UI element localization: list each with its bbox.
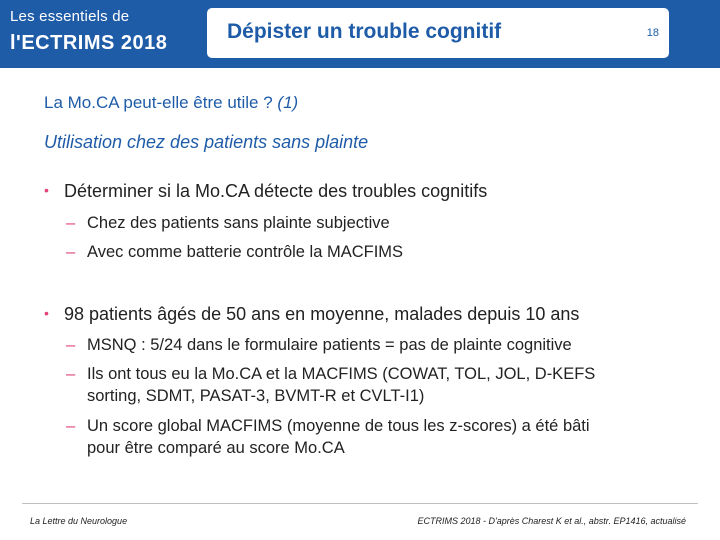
sub-item [66, 241, 706, 263]
heading-number: (1) [277, 93, 299, 112]
sub-item [66, 212, 706, 234]
sub-dash: – [66, 365, 76, 383]
slide-heading [44, 93, 298, 113]
bullet-text: Déterminer si la Mo.CA détecte des troubles cognitifs [64, 181, 488, 201]
slide-title: Dépister un trouble cognitif [227, 20, 502, 43]
sub-item [66, 363, 706, 407]
sub-text-continued: sorting, SDMT, PASAT-3, BVMT-R et CVLT-I1) [87, 387, 425, 405]
bullet-item [44, 304, 704, 325]
bullet-dot: • [44, 305, 49, 321]
sub-text: Ils ont tous eu la Mo.CA et la MACFIMS (COWAT, TOL, JOL, D-KEFS [87, 365, 596, 383]
sub-text: MSNQ : 5/24 dans le formulaire patients = pas de plainte cognitive [87, 336, 572, 354]
bullet-item [44, 181, 704, 202]
footer-divider [22, 503, 698, 504]
sub-item [66, 415, 706, 459]
page-number: 18 [646, 27, 659, 39]
heading-main: La Mo.CA peut-elle être utile ? [44, 93, 278, 112]
slide-subheading: Utilisation chez des patients sans plainte [44, 132, 369, 152]
sub-dash: – [66, 336, 76, 354]
brand-line2: l'ECTRIMS 2018 [10, 32, 168, 54]
sub-dash: – [66, 417, 76, 435]
sub-text: Un score global MACFIMS (moyenne de tous les z-scores) a été bâti [87, 417, 590, 435]
sub-dash: – [66, 243, 76, 261]
bullet-dot: • [44, 182, 49, 198]
footer-left: La Lettre du Neurologue [30, 516, 128, 526]
brand-line1: Les essentiels de [10, 8, 130, 25]
sub-dash: – [66, 214, 76, 232]
sub-text: Avec comme batterie contrôle la MACFIMS [87, 243, 404, 261]
sub-item [66, 334, 706, 356]
bullet-text: 98 patients âgés de 50 ans en moyenne, malades depuis 10 ans [64, 304, 580, 324]
footer-right: ECTRIMS 2018 - D'après Charest K et al., abstr. EP1416, actualisé [417, 516, 686, 526]
sub-text: Chez des patients sans plainte subjective [87, 214, 390, 232]
sub-text-continued: pour être comparé au score Mo.CA [87, 439, 345, 457]
